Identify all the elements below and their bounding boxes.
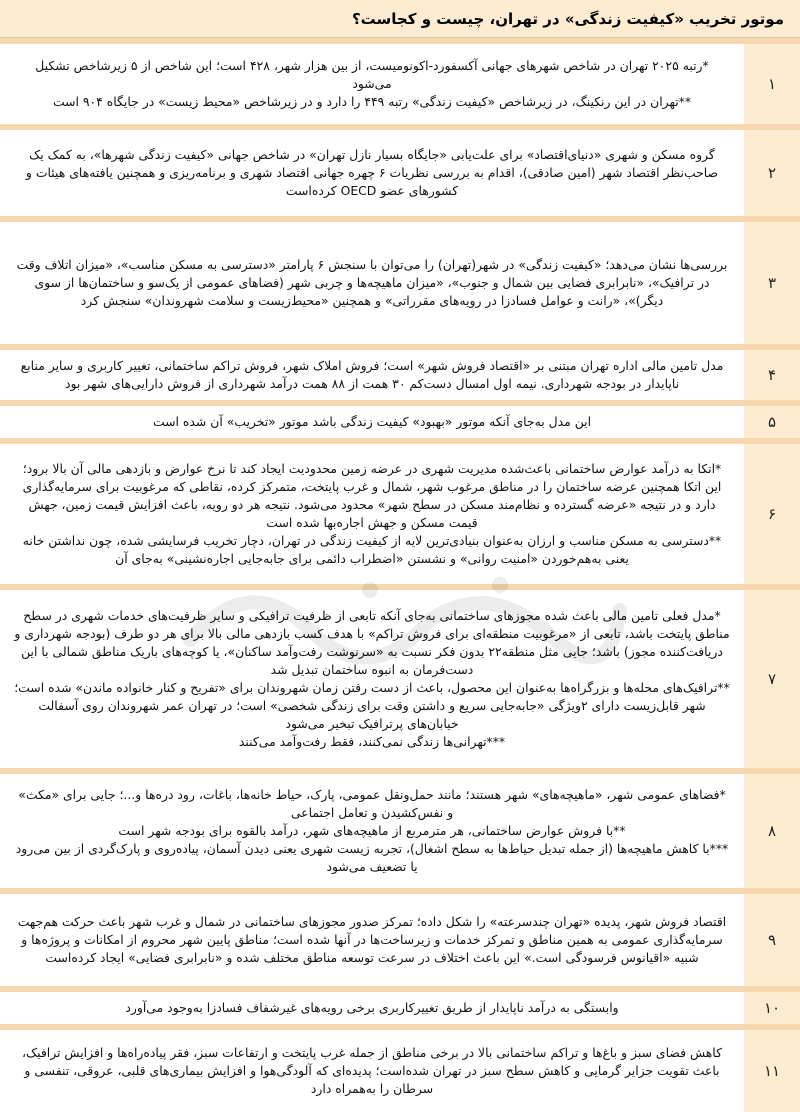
row-text xyxy=(0,350,744,400)
row-text xyxy=(0,590,744,768)
row-text-line: گروه مسکن و شهری «دنیای‌اقتصاد» برای علت‌یابی «جایگاه بسیار نازل تهران» در شاخص جهانی «کیفیت زندگی شهرها»، به کمک یک صاحب‌نظر اقتصاد شهر (امین صادقی)، اقدام به بررسی نظریات ۶ چهره جهانی اقتصاد شهری و برنامه‌ریزی و همچنین یافته‌های هیئات و کشورهای عضو OECD کرده‌است xyxy=(25,147,719,198)
table-row xyxy=(0,406,800,438)
table-row xyxy=(0,350,800,400)
row-text-line: **تهران در این رنکینگ، در زیرشاخص «کیفیت زندگی» رتبه ۴۴۹ را دارد و در زیرشاخص «محیط زیست» در جایگاه ۹۰۴ است xyxy=(52,94,692,109)
table-row xyxy=(0,590,800,768)
row-text xyxy=(0,130,744,216)
row-text-line: کاهش فضای سبز و باغ‌ها و تراکم ساختمانی بالا در برخی مناطق از جمله غرب پایتخت و ارتفاعات سبز، فقر پیاده‌راه‌ها و افزایش ترافیک، باعث تقویت جزایر گرمایی و کاهش سطح سبز در تهران شده‌است؛ پدیده‌ای که آلودگی‌هوا و افزایش بیماری‌های قلبی، عروقی، تنفسی و سرطان را به‌همراه دارد xyxy=(22,1045,722,1096)
row-text xyxy=(0,406,744,438)
row-number: ۱۱ xyxy=(744,1030,800,1112)
row-text-line: این مدل به‌جای آنکه موتور «بهبود» کیفیت زندگی باشد موتور «تخریب» آن شده است xyxy=(152,414,592,429)
row-number: ۱ xyxy=(744,44,800,124)
row-text-line: *مدل فعلی تامین مالی باعث شده مجوزهای ساختمانی به‌جای آنکه تابعی از ظرفیت ترافیکی و سایر ظرفیت‌های خدمات شهری در سطح مناطق پایتخت باشد، تابعی از «مرغوبیت منطقه‌ای برای فروش تراکم» با هدف کسب بازدهی مالی بالا برای هر دو طرف (بودجه شهرداری و دریافت‌کننده مجوز) باشد؛ جایی مثل منطقه۲۲ بدون فکر نسبت به «سرنوشت رفت‌وآمد ساکنان»، یا کوچه‌های باریک مناطق شمالی با این دست‌فرمان به انبوه ساختمان تبدیل شد xyxy=(14,608,730,677)
table-row xyxy=(0,130,800,216)
table-row xyxy=(0,774,800,888)
row-text-line: **ترافیک‌های محله‌ها و بزرگراه‌ها به‌عنوان این محصول، باعث از دست رفتن زمان شهروندان برای «تفریح و کنار خانواده ماندن» شده است؛ شهر قابل‌زیست دارای ۲ویژگی «جابه‌جایی سریع و داشتن وقت برای زندگی شخصی» است؛ در تهران عمر شهروندان روی آسفالت خیابان‌های پرترافیک تبخیر می‌شود xyxy=(14,680,730,731)
row-number: ۸ xyxy=(744,774,800,888)
table-row xyxy=(0,444,800,584)
row-text xyxy=(0,992,744,1024)
row-text xyxy=(0,1030,744,1112)
row-number: ۹ xyxy=(744,894,800,986)
row-text-line: وابستگی به درآمد ناپایدار از طریق تغییرکاربری برخی رویه‌های غیرشفاف فسادزا به‌وجود می‌آورد xyxy=(125,1000,619,1015)
row-text-line: ***تهرانی‌ها زندگی نمی‌کنند، فقط رفت‌وآمد می‌کنند xyxy=(238,734,506,749)
table-row xyxy=(0,222,800,344)
row-number: ۷ xyxy=(744,590,800,768)
row-text-line: *اتکا به درآمد عوارض ساختمانی باعث‌شده مدیریت شهری در عرضه زمین محدودیت ایجاد کند تا نرخ عوارض و بازدهی مالی آن بالا برود؛ این اتکا همچنین عرضه ساختمان را در مناطق مرغوب شهر، شمال و غرب پایتخت، متمرکز کرده، نقاطی که مرغوبیت برای سرمایه‌گذاری دارد و در نتیجه «عرضه گسترده و نظام‌مند مسکن در سطح شهر» محدود می‌شود. نتیجه هر دو رویه، باعث افزایش قیمت زمین، جهش قیمت مسکن و جهش اجاره‌بها شده است xyxy=(22,461,722,530)
row-text-line: مدل تامین مالی اداره تهران مبتنی بر «اقتصاد فروش شهر» است؛ فروش املاک شهر، فروش تراکم ساختمانی، تغییر کاربری و سایر منابع ناپایدار در بودجه شهرداری. نیمه اول امسال دست‌کم ۳۰ همت از ۸۸ همت درآمد شهرداری از فروش دارایی‌های شهر بود xyxy=(20,358,724,391)
row-number: ۱۰ xyxy=(744,992,800,1024)
row-text-line: **با فروش عوارض ساختمانی، هر مترمربع از ماهیچه‌های شهر، درآمد بالقوه برای بودجه شهر است xyxy=(118,823,626,838)
row-text-line: *فضاهای عمومی شهر، «ماهیچه‌های» شهر هستند؛ مانند حمل‌ونقل عمومی، پارک، حیاط خانه‌ها، باغات، رود دره‌ها و...؛ جایی برای «مکث» و نفس‌کشیدن و تعامل اجتماعی xyxy=(18,787,726,820)
row-text xyxy=(0,894,744,986)
page-title: موتور تخریب «کیفیت زندگی» در تهران، چیست و کجاست؟ xyxy=(0,0,800,38)
row-number: ۴ xyxy=(744,350,800,400)
row-text xyxy=(0,222,744,344)
row-number: ۵ xyxy=(744,406,800,438)
row-text-line: **دسترسی به مسکن مناسب و ارزان به‌عنوان بنیادی‌ترین لایه از کیفیت زندگی در تهران، دچار تخریب فرسایشی شده، چون نداشتن خانه یعنی به‌هم‌خوردن «امنیت روانی» و نشستن «اضطراب دائمی برای جابه‌جایی اجاره‌نشینی» به‌جای آن xyxy=(22,533,722,566)
table-row xyxy=(0,894,800,986)
table-row xyxy=(0,1030,800,1112)
row-number: ۶ xyxy=(744,444,800,584)
row-text xyxy=(0,774,744,888)
row-text-line: *رتبه ۲۰۲۵ تهران در شاخص شهرهای جهانی آکسفورد-اکونومیست، از بین هزار شهر، ۴۲۸ است؛ این شاخص از ۵ زیرشاخص تشکیل می‌شود xyxy=(35,58,709,91)
table-row xyxy=(0,44,800,124)
row-text-line: بررسی‌ها نشان می‌دهد؛ «کیفیت زندگی» در شهر(تهران) را می‌توان با سنجش ۶ پارامتر «دسترسی به مسکن مناسب»، «میزان اتلاف وقت در ترافیک»، «نابرابری فضایی بین شمال و جنوب»، «میزان ماهیچه‌ها و چربی شهر (فضاهای عمومی از یک‌سو و ساختمان‌ها از سوی دیگر)»، «رانت و عوامل فسادزا در رویه‌های مقرراتی» و همچنین «محیط‌زیست و سلامت شهروندان» سنجش کرد xyxy=(16,257,728,308)
table-row xyxy=(0,992,800,1024)
row-text xyxy=(0,444,744,584)
row-number: ۳ xyxy=(744,222,800,344)
row-text xyxy=(0,44,744,124)
row-text-line: اقتصاد فروش شهر، پدیده «تهران چندسرعته» را شکل داده؛ تمرکز صدور مجوزهای ساختمانی در شمال و غرب شهر باعث حرکت هم‌جهت سرمایه‌گذاری عمومی به همین مناطق و تمرکز خدمات و زیرساخت‌ها در آنها شده است؛ مناطق پایین شهر محروم از امکانات و پروژه‌ها و شبیه «اقیانوس فرسودگی است.» این باعث اختلاف در سرعت توسعه مناطق مختلف شده و «نابرابری فضایی» ایجاد کرده‌است xyxy=(17,914,727,965)
row-text-line: ***با کاهش ماهیچه‌ها (از جمله تبدیل حیاط‌ها به سطح اشغال)، تجربه زیست شهری یعنی دیدن آسمان، پیاده‌روی و پارک‌گردی از بین می‌رود یا تضعیف می‌شود xyxy=(15,841,729,874)
row-number: ۲ xyxy=(744,130,800,216)
